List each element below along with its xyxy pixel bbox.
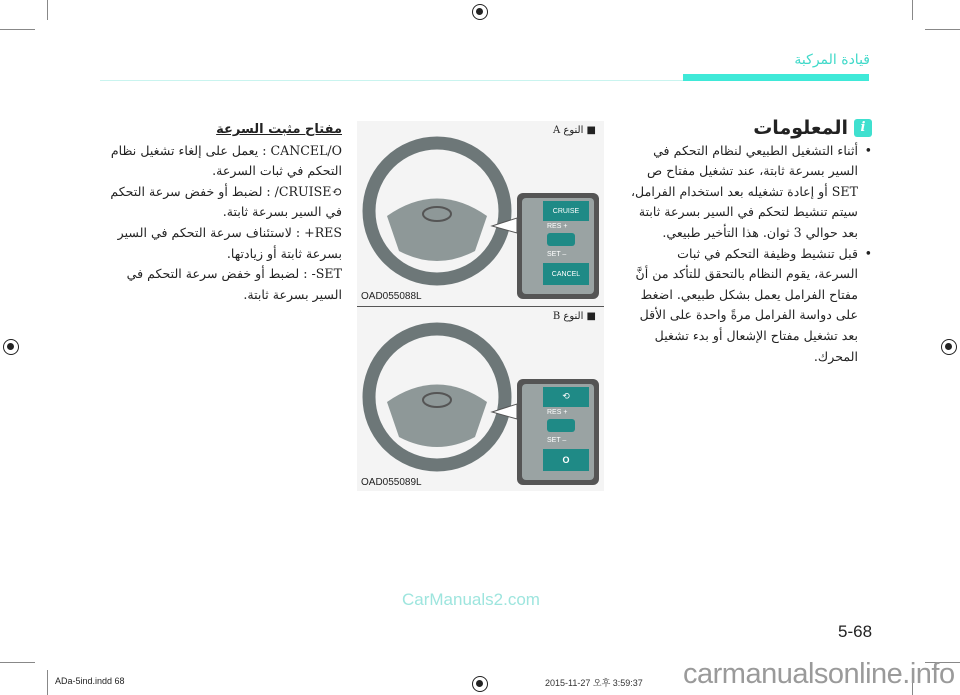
footer-filename: ADa-5ind.indd 68 [55,676,125,686]
footer-date: 2015-11-27 오후 3:59:37 [545,678,643,688]
rocker-switch [547,233,575,246]
crop-mark [0,29,35,30]
cruise-keys-section [110,120,342,305]
button-cruise-icon: ⟲ [543,387,589,407]
rocker-switch [547,419,575,432]
watermark-corner: carmanualsonline.info [683,658,955,690]
button-cancel: CANCEL [543,263,589,285]
registration-mark-icon [941,339,957,355]
cruise-icon: ⟲ [331,183,342,199]
figure-label: ■ النوع B [552,311,596,322]
info-bullet: • قبل تنشيط وظيفة التحكم في ثبات السرعة، يقوم النظام بالتحقق للتأكد من أنَّ مفتاح الفرامل يعمل بشكل طبيعي. اضغط على دواسة الفرامل مرةً واحدة على الأقل بعد تشغيل مفتاح الإشعال أو بدء تشغيل المحرك. [630,244,872,368]
info-icon: i [854,119,872,137]
info-box [630,118,872,367]
key-item-set: SET- : لضبط أو خفض سرعة التحكم في السير بسرعة ثابتة. [126,266,342,302]
key-desc: لضبط أو خفض سرعة التحكم في السير بسرعة ثابتة. [126,266,342,302]
key-item-cruise: ⟲CRUISE/ : لضبط أو خفض سرعة التحكم في السير بسرعة ثابتة. [110,183,342,220]
header-rule [100,80,683,81]
button-set: SET – [547,251,567,258]
crop-mark [47,670,48,695]
button-cruise: CRUISE [543,201,589,221]
section-bar [683,74,869,81]
crop-mark [912,0,913,20]
registration-mark-icon [3,339,19,355]
key-name: CANCEL/O [270,142,342,158]
figure-type-b [357,307,604,492]
crop-mark [0,662,35,663]
key-desc: لضبط أو خفض سرعة التحكم في السير بسرعة ثابتة. [110,183,342,220]
key-name: RES+ [304,224,342,240]
figure-label: ■ النوع A [552,125,596,136]
keys-title: مفتاح مثبت السرعة [216,122,342,137]
key-desc: لاستئناف سرعة التحكم في السير بسرعة ثابتة أو زيادتها. [117,224,342,261]
registration-mark-icon [472,676,488,692]
info-bullet: • أثناء التشغيل الطبيعي لنظام التحكم في السير بسرعة ثابتة، عند تشغيل مفتاح ص SET أو إعادة تشغيله بعد استخدام الفرامل، سيتم تنشيط لتحكم في السير بسرعة ثابتة بعد حوالي 3 ثوان. هذا التأخير طبيعي. [630,141,872,244]
button-res: RES + [547,223,568,230]
key-name: SET- [311,266,342,282]
watermark-center: CarManuals2.com [402,590,540,609]
button-res: RES + [547,409,568,416]
key-name: CRUISE/ [274,183,332,199]
figure-type-a [357,121,604,306]
key-item-cancel: CANCEL/O : يعمل على إلغاء تشغيل نظام التحكم في ثبات السرعة. [110,142,342,179]
page-number: 5-68 [838,622,873,641]
registration-mark-icon [472,4,488,20]
crop-mark [925,29,960,30]
info-heading [630,118,872,139]
info-title: المعلومات [753,117,848,139]
button-cancel-o: O [543,449,589,471]
crop-mark [47,0,48,20]
button-set: SET – [547,437,567,444]
figure-code: OAD055089L [361,477,422,488]
section-title: قيادة المركبة [794,52,870,68]
key-item-res: RES+ : لاستئناف سرعة التحكم في السير بسرعة ثابتة أو زيادتها. [117,224,342,261]
key-desc: يعمل على إلغاء تشغيل نظام التحكم في ثبات السرعة. [110,142,342,179]
figures-panel [357,121,604,491]
figure-code: OAD055088L [361,291,422,302]
